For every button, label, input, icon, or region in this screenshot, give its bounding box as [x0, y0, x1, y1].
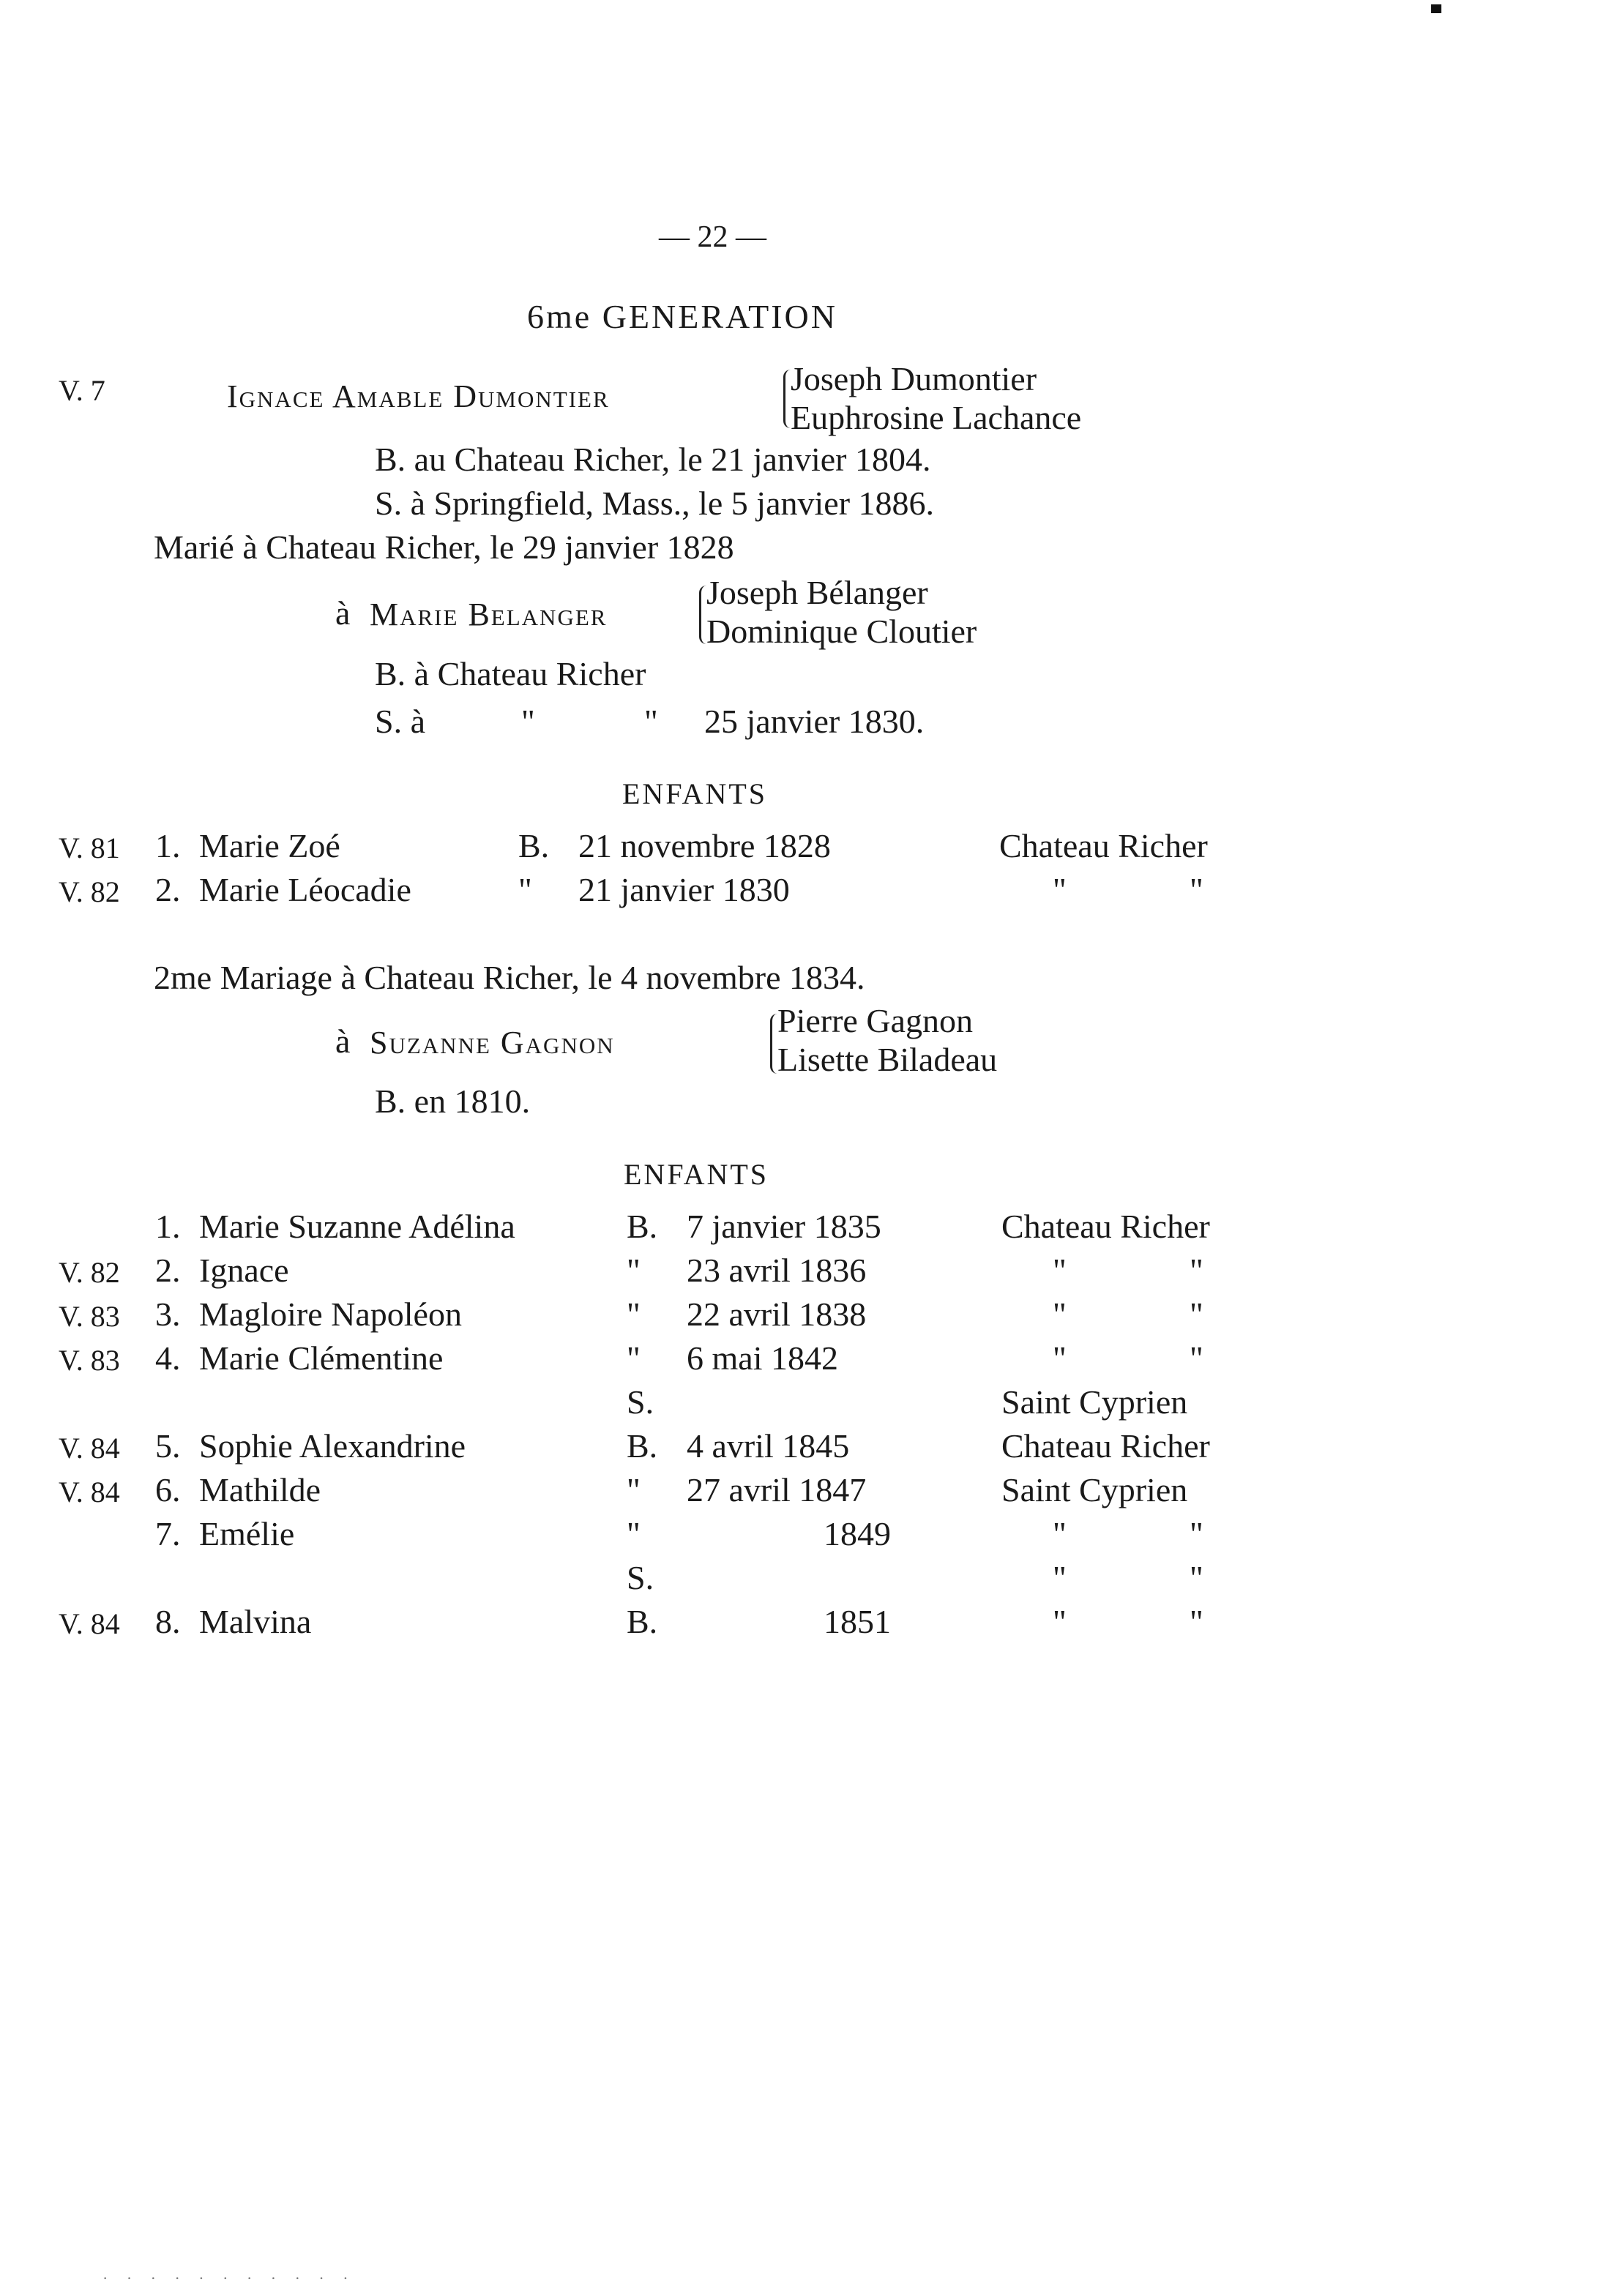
- child-name: Mathilde: [199, 1471, 321, 1508]
- child-place1: ": [1053, 1515, 1067, 1552]
- marriage1-mother: Dominique Cloutier: [706, 613, 977, 650]
- child-date: 1851: [824, 1603, 891, 1640]
- child-no: 4.: [155, 1339, 181, 1377]
- marriage1-spouse-prefix: à: [335, 594, 351, 632]
- child-place1: ": [1053, 1339, 1067, 1377]
- child-place1: Chateau Richer: [1001, 1208, 1210, 1245]
- marriage1-line: Marié à Chateau Richer, le 29 janvier 1828: [154, 528, 734, 566]
- marriage2-father: Pierre Gagnon: [777, 1002, 973, 1039]
- child-event: ": [627, 1471, 641, 1508]
- generation-heading: 6me GENERATION: [527, 298, 837, 335]
- scan-specks: · · · · · · · · · · ·: [102, 2269, 356, 2287]
- child-event: B.: [518, 827, 550, 864]
- child-event: S.: [627, 1383, 654, 1421]
- child-place1: ": [1053, 871, 1067, 908]
- child-place2: ": [1190, 1559, 1203, 1596]
- marriage1-baptism: B. à Chateau Richer: [375, 655, 646, 692]
- page-number: — 22 —: [659, 220, 766, 254]
- child-ref: V. 84: [59, 1607, 120, 1640]
- child-place2: ": [1190, 871, 1203, 908]
- child-place2: ": [1190, 1515, 1203, 1552]
- child-name: Ignace: [199, 1252, 289, 1289]
- child-event: ": [518, 871, 532, 908]
- child-date: 1849: [824, 1515, 891, 1552]
- child-name: Malvina: [199, 1603, 312, 1640]
- marriage1-father: Joseph Bélanger: [706, 574, 928, 611]
- child-date: 4 avril 1845: [687, 1427, 850, 1465]
- child-place1: ": [1053, 1603, 1067, 1640]
- child-date: 7 janvier 1835: [687, 1208, 881, 1245]
- child-date: 6 mai 1842: [687, 1339, 838, 1377]
- child-place2: ": [1190, 1295, 1203, 1333]
- child-no: 7.: [155, 1515, 181, 1552]
- child-place1: Chateau Richer: [1001, 1427, 1210, 1465]
- child-date: 27 avril 1847: [687, 1471, 867, 1508]
- child-place1: Saint Cyprien: [1001, 1383, 1188, 1421]
- child-event: ": [627, 1515, 641, 1552]
- child-no: 1.: [155, 827, 181, 864]
- child-place2: ": [1190, 1603, 1203, 1640]
- children1-heading: ENFANTS: [622, 777, 768, 810]
- child-ref: V. 83: [59, 1344, 120, 1377]
- child-place1: Chateau Richer: [999, 827, 1208, 864]
- marriage1-burial-a: S. à: [375, 703, 425, 740]
- child-name: Magloire Napoléon: [199, 1295, 462, 1333]
- primary-name: Ignace Amable Dumontier: [227, 378, 610, 414]
- marriage2-spouse: Suzanne Gagnon: [370, 1025, 615, 1061]
- children2-heading: ENFANTS: [624, 1158, 769, 1191]
- child-event: ": [627, 1295, 641, 1333]
- child-no: 3.: [155, 1295, 181, 1333]
- child-no: 6.: [155, 1471, 181, 1508]
- child-name: Marie Zoé: [199, 827, 340, 864]
- child-event: S.: [627, 1559, 654, 1596]
- marriage2-spouse-prefix: à: [335, 1022, 351, 1060]
- child-date: 23 avril 1836: [687, 1252, 867, 1289]
- marriage1-burial-c: ": [644, 703, 658, 740]
- child-ref: V. 83: [59, 1300, 120, 1333]
- child-name: Sophie Alexandrine: [199, 1427, 466, 1465]
- child-place2: ": [1190, 1252, 1203, 1289]
- child-no: 2.: [155, 1252, 181, 1289]
- child-event: ": [627, 1252, 641, 1289]
- child-no: 2.: [155, 871, 181, 908]
- marriage2-line: 2me Mariage à Chateau Richer, le 4 novembre 1834.: [154, 959, 865, 996]
- child-place1: Saint Cyprien: [1001, 1471, 1188, 1508]
- child-event: B.: [627, 1208, 658, 1245]
- marriage1-spouse: Marie Belanger: [370, 597, 608, 632]
- child-date: 21 janvier 1830: [578, 871, 790, 908]
- child-event: B.: [627, 1427, 658, 1465]
- child-name: Marie Léocadie: [199, 871, 411, 908]
- corner-mark: [1431, 4, 1441, 13]
- child-event: B.: [627, 1603, 658, 1640]
- marriage2-mother: Lisette Biladeau: [777, 1041, 998, 1078]
- child-no: 5.: [155, 1427, 181, 1465]
- child-name: Marie Clémentine: [199, 1339, 444, 1377]
- child-ref: V. 82: [59, 875, 120, 908]
- primary-ref: V. 7: [59, 374, 105, 407]
- primary-mother: Euphrosine Lachance: [791, 399, 1082, 436]
- primary-father: Joseph Dumontier: [791, 360, 1037, 397]
- child-no: 1.: [155, 1208, 181, 1245]
- primary-baptism: B. au Chateau Richer, le 21 janvier 1804.: [375, 441, 931, 478]
- child-ref: V. 84: [59, 1476, 120, 1508]
- child-ref: V. 81: [59, 831, 120, 864]
- child-date: 22 avril 1838: [687, 1295, 867, 1333]
- marriage1-burial-b: ": [521, 703, 535, 740]
- child-place1: ": [1053, 1252, 1067, 1289]
- child-place2: ": [1190, 1339, 1203, 1377]
- child-ref: V. 84: [59, 1432, 120, 1465]
- child-date: 21 novembre 1828: [578, 827, 831, 864]
- child-place1: ": [1053, 1559, 1067, 1596]
- marriage2-baptism: B. en 1810.: [375, 1082, 531, 1120]
- marriage1-burial-d: 25 janvier 1830.: [704, 703, 925, 740]
- primary-burial: S. à Springfield, Mass., le 5 janvier 1886.: [375, 485, 935, 522]
- child-no: 8.: [155, 1603, 181, 1640]
- child-ref: V. 82: [59, 1256, 120, 1289]
- child-name: Marie Suzanne Adélina: [199, 1208, 515, 1245]
- child-place1: ": [1053, 1295, 1067, 1333]
- child-name: Emélie: [199, 1515, 295, 1552]
- child-event: ": [627, 1339, 641, 1377]
